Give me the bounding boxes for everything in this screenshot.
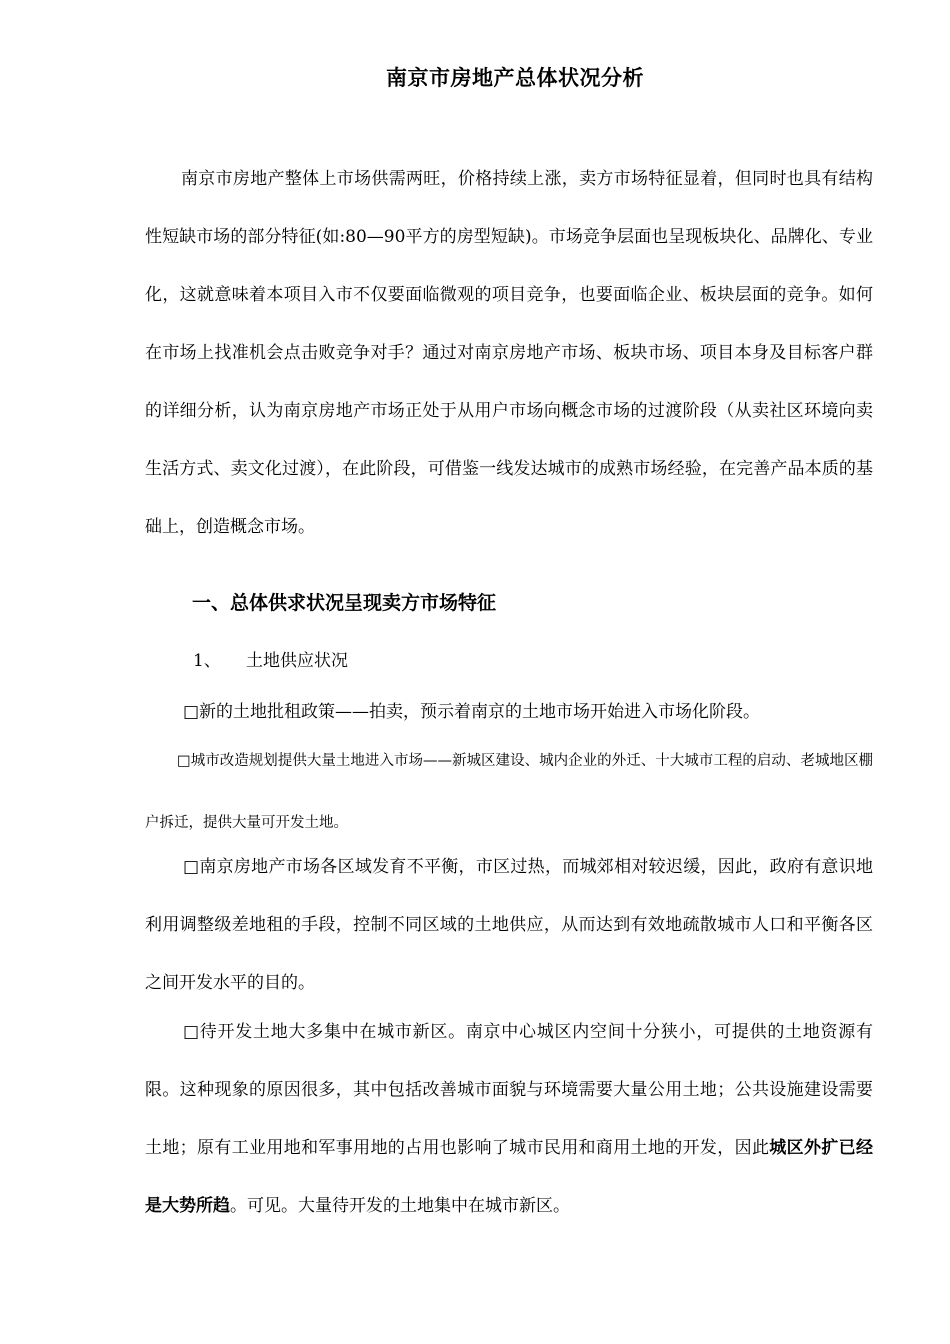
list-item-label: 土地供应状况: [246, 651, 348, 671]
document-title: 南京市房地产总体状况分析: [386, 66, 644, 90]
section-heading: 一、总体供求状况呈现卖方市场特征: [192, 592, 497, 614]
list-item-land-supply: [193, 646, 348, 671]
bullet-4-text-a: □待开发土地大多集中在城市新区。南京中心城区内空间十分狭小，可提供的土地资源有限。这种现象的原因很多，其中包括改善城市面貌与环境需要大量公用土地；公共设施建设需要土地；原有工业用地和军事用地的占用也影响了城市民用和商用土地的开发，因此: [145, 1022, 873, 1158]
bullet-4-text-b: 。可见。大量待开发的土地集中在城市新区。: [230, 1196, 570, 1216]
bullet-paragraph-3: □南京房地产市场各区域发育不平衡，市区过热，而城郊相对较迟缓，因此，政府有意识地利用调整级差地租的手段，控制不同区域的土地供应，从而达到有效地疏散城市人口和平衡各区之间开发水平的目的。: [145, 857, 873, 993]
list-item-number: 1、: [193, 651, 221, 671]
bullet-4-bold-text: 城区外扩已经是大势所趋: [145, 1138, 874, 1216]
bullet-paragraph-4: [145, 1003, 873, 1235]
bullet-paragraph-2: □城市改造规划提供大量土地进入市场——新城区建设、城内企业的外迁、十大城市工程的启动、老城地区棚户拆迁，提供大量可开发土地。: [145, 753, 873, 831]
intro-paragraph: 南京市房地产整体上市场供需两旺，价格持续上涨，卖方市场特征显着，但同时也具有结构性短缺市场的部分特征(如:80—90平方的房型短缺)。市场竞争层面也呈现板块化、品牌化、专业化，这就意味着本项目入市不仅要面临微观的项目竞争，也要面临企业、板块层面的竞争。如何在市场上找准机会点击败竞争对手？通过对南京房地产市场、板块市场、项目本身及目标客户群的详细分析，认为南京房地产市场正处于从用户市场向概念市场的过渡阶段（从卖社区环境向卖生活方式、卖文化过渡），在此阶段，可借鉴一线发达城市的成熟市场经验，在完善产品本质的基础上，创造概念市场。: [145, 169, 873, 537]
bullet-paragraph-1: □新的土地批租政策——拍卖，预示着南京的土地市场开始进入市场化阶段。: [183, 702, 761, 722]
